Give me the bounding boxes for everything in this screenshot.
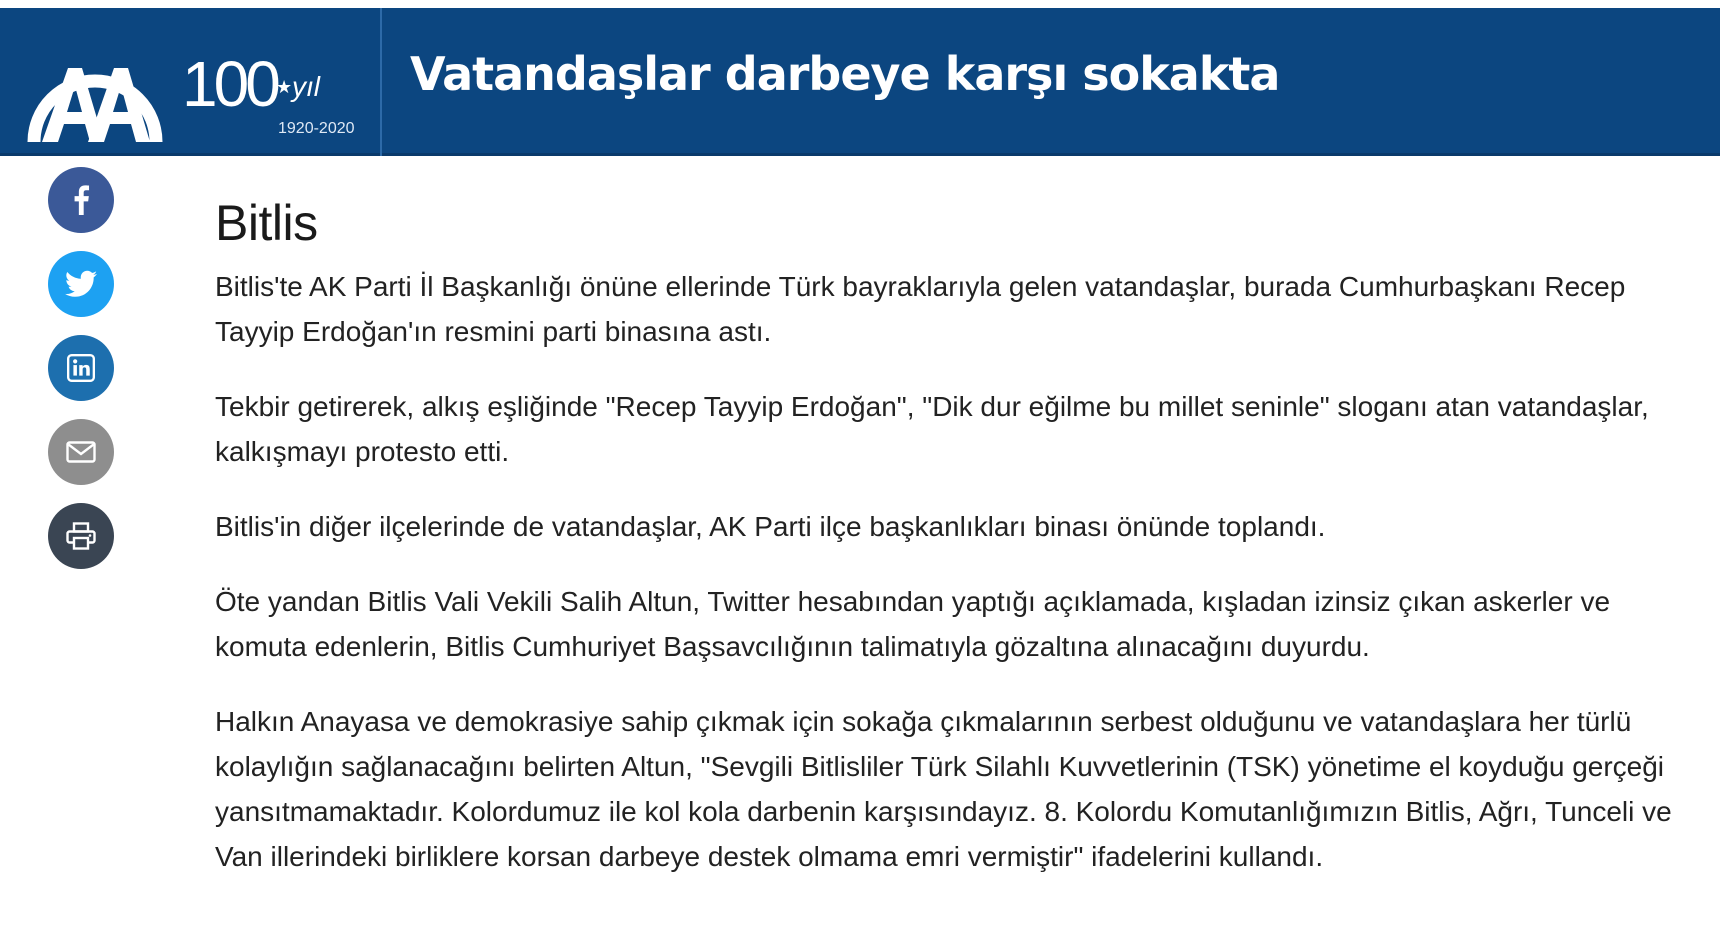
section-title: Bitlis: [215, 195, 318, 251]
article-body: [215, 192, 1695, 909]
logo-area[interactable]: [0, 8, 382, 156]
centennial-badge: [182, 48, 372, 142]
twitter-icon: [65, 270, 97, 298]
linkedin-icon: [67, 354, 95, 382]
aa-logo-icon[interactable]: [24, 24, 166, 146]
article-paragraph: Öte yandan Bitlis Vali Vekili Salih Altun, Twitter hesabından yaptığı açıklamada, kışladan izinsiz çıkan askerler ve komuta edenlerin, Bitlis Cumhuriyet Başsavcılığının talimatıyla gözaltına alınacağını duyurdu.: [215, 586, 1611, 662]
article-paragraph: Bitlis'in diğer ilçelerinde de vatandaşlar, AK Parti ilçe başkanlıkları binası önünde toplandı.: [215, 511, 1326, 542]
article-paragraph: Bitlis'te AK Parti İl Başkanlığı önüne ellerinde Türk bayraklarıyla gelen vatandaşlar, burada Cumhurbaşkanı Recep Tayyip Erdoğan'ın resmini parti binasına astı.: [215, 271, 1626, 347]
mail-icon: [66, 441, 96, 463]
star-icon: ★: [276, 77, 293, 97]
linkedin-share-button[interactable]: [48, 335, 114, 401]
email-share-button[interactable]: [48, 419, 114, 485]
facebook-icon: [68, 185, 94, 215]
article-paragraph: Tekbir getirerek, alkış eşliğinde "Recep Tayyip Erdoğan", "Dik dur eğilme bu millet seninle" sloganı atan vatandaşlar, kalkışmayı protesto etti.: [215, 391, 1649, 467]
page-headline: Vatandaşlar darbeye karşı sokakta: [410, 47, 1280, 101]
centennial-years: 1920-2020: [278, 120, 355, 137]
print-button[interactable]: [48, 503, 114, 569]
site-header: [0, 0, 1720, 156]
centennial-number: 100: [182, 48, 277, 120]
printer-icon: [66, 522, 96, 550]
article-paragraph: Halkın Anayasa ve demokrasiye sahip çıkmak için sokağa çıkmalarının serbest olduğunu ve vatandaşlara her türlü kolaylığın sağlanacağını belirten Altun, "Sevgili Bitlisliler Türk Silahlı Kuvvetlerinin (TSK) yönetime el koyduğu gerçeği yansıtmamaktadır. Kolordumuz ile kol kola darbenin karşısındayız. 8. Kolordu Komutanlığımızın Bitlis, Ağrı, Tunceli ve Van illerindeki birliklere korsan darbeye destek olmama emri vermiştir" ifadelerini kullandı.: [215, 706, 1672, 872]
centennial-word: yıl: [292, 71, 320, 102]
twitter-share-button[interactable]: [48, 251, 114, 317]
facebook-share-button[interactable]: [48, 167, 114, 233]
